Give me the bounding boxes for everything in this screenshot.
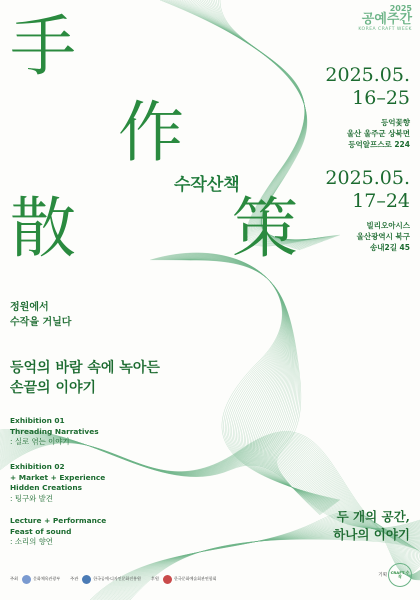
garden-tagline-line1: 정원에서	[10, 302, 49, 313]
event2-date-month: 2025.05.	[325, 167, 410, 189]
organizer-org: 한국공예·디자인문화진흥원	[93, 576, 141, 581]
event2-venue	[357, 221, 410, 254]
program-title: Lecture + Performance	[10, 516, 107, 525]
event1-venue-street: 등억알프스로 224	[348, 139, 410, 149]
program-subtitle: Threading Narratives	[10, 426, 99, 436]
main-headline-line2: 손끝의 이야기	[10, 380, 97, 397]
event1-venue-address: 울산 울주군 상북면	[346, 128, 410, 138]
wave-line	[169, 257, 330, 507]
event2-venue-street: 송내2길 45	[369, 242, 410, 252]
event1-venue-name: 등억꽃향	[381, 118, 410, 127]
ministry-logo-icon	[22, 575, 31, 584]
event1-date-month: 2025.05.	[325, 64, 410, 86]
program-title: Exhibition 02	[10, 462, 65, 471]
plan-label: 기획	[378, 573, 387, 578]
wave-line	[126, 538, 420, 600]
wave-line	[163, 256, 333, 505]
wave-line	[124, 537, 420, 600]
program-desc: : 실로 엮는 이야기	[10, 437, 70, 447]
garden-tagline-line2: 수작을 거닐다	[10, 317, 72, 328]
support-org: 한국문화예술회관연합회	[173, 576, 217, 581]
event2-venue-address: 울산광역시 북구	[356, 231, 410, 241]
hanja-plan: 策	[232, 190, 298, 267]
brand-english: KOREA CRAFT WEEK	[358, 26, 412, 32]
program-title: Exhibition 01	[10, 416, 65, 425]
program-exhibition-01	[10, 416, 99, 448]
program-desc: : 소리의 향연	[10, 537, 53, 547]
sponsor-footer	[10, 573, 320, 585]
wave-line	[165, 256, 332, 506]
support-label: 후원	[150, 576, 159, 581]
program-exhibition-02	[10, 462, 105, 504]
host-label: 주최	[10, 576, 19, 581]
main-headline-line1: 등억의 바람 속에 녹아든	[10, 360, 160, 376]
wave-line	[168, 257, 330, 507]
brand-logo	[358, 5, 412, 32]
closing-tagline-line1: 두 개의 공간,	[336, 509, 410, 524]
event2-venue-name: 빌리오아시스	[366, 221, 410, 230]
wave-line	[127, 538, 420, 600]
hanja-stroll: 散	[10, 190, 76, 267]
hanja-make: 作	[118, 94, 184, 171]
craft-badge-logo: CRAFT 수작	[388, 563, 412, 587]
wave-line	[189, 260, 321, 515]
main-headline	[10, 358, 160, 399]
event2-date-days: 17–24	[352, 189, 410, 212]
event1-date	[325, 64, 410, 110]
wave-line	[123, 536, 420, 600]
program-subtitle-2: Hidden Creations	[10, 483, 83, 493]
kcdf-logo-icon	[82, 575, 91, 584]
program-subtitle: Feast of sound	[10, 526, 72, 536]
event2-date	[325, 167, 410, 213]
program-subtitle: + Market + Experience	[10, 472, 106, 482]
closing-tagline	[333, 508, 410, 544]
host-org: 문화체육관광부	[33, 576, 61, 581]
event1-date-days: 16–25	[352, 86, 410, 109]
program-lecture-performance	[10, 516, 106, 548]
hanja-hand: 手	[10, 8, 76, 85]
garden-tagline	[10, 300, 71, 330]
program-desc: : 팅구와 발견	[10, 493, 53, 503]
brand-title: 공예주간	[361, 12, 412, 27]
wave-line	[167, 257, 331, 507]
wave-line	[129, 539, 420, 600]
association-logo-icon	[163, 575, 172, 584]
subtitle-korean: 수작산책	[174, 175, 240, 195]
wave-line	[130, 539, 420, 600]
organizer-label: 주관	[70, 576, 79, 581]
event1-venue	[347, 118, 410, 151]
brand-year: 2025	[389, 4, 412, 13]
closing-tagline-line2: 하나의 이야기	[333, 527, 410, 543]
